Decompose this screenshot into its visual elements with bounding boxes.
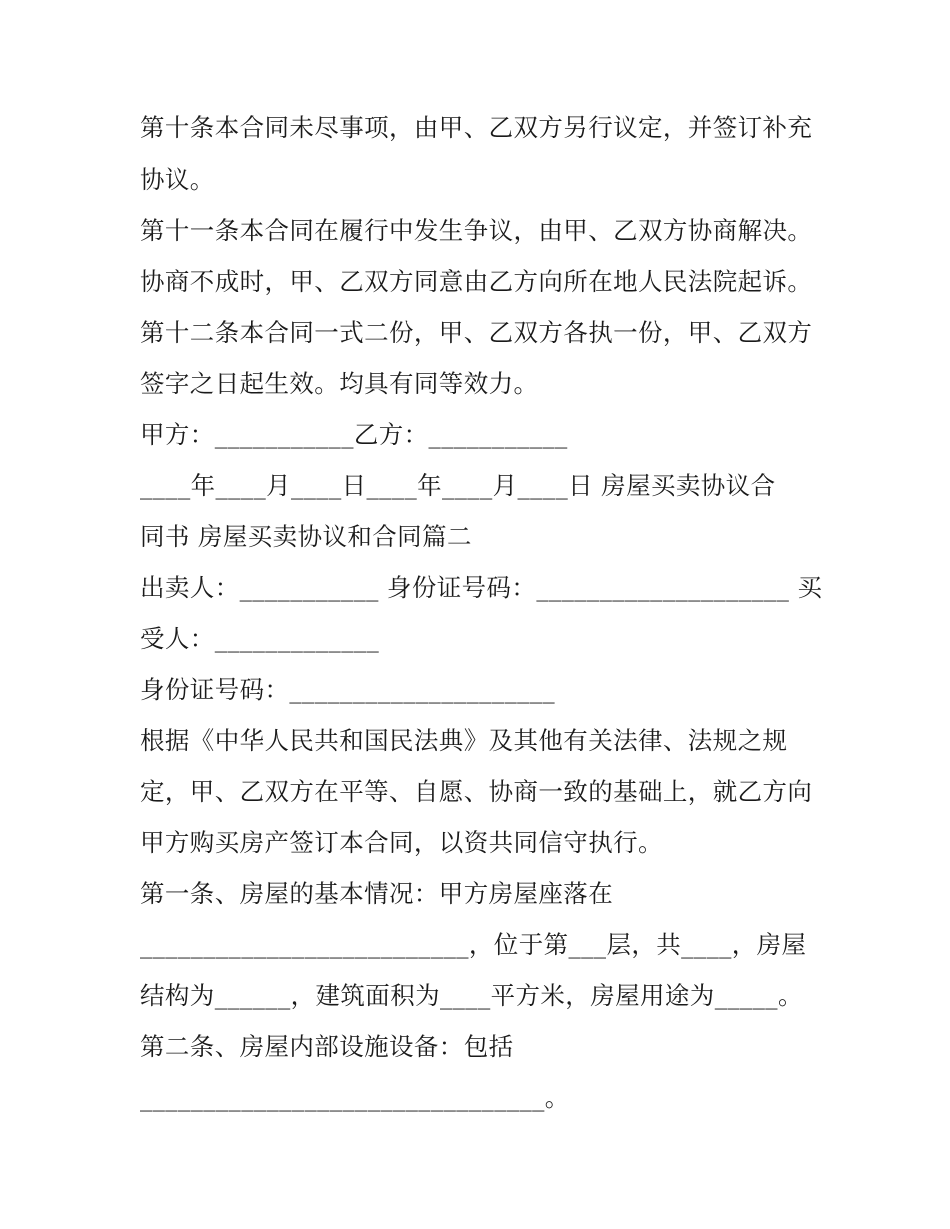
clause-line: 结构为______，建筑面积为____平方米，房屋用途为_____。 bbox=[140, 981, 803, 1010]
text-line: 定，甲、乙双方在平等、自愿、协商一致的基础上，就乙方向 bbox=[140, 777, 813, 806]
text-line: 协商不成时，甲、乙双方同意由乙方向所在地人民法院起诉。 bbox=[140, 267, 813, 296]
seller-line: 出卖人：___________ 身份证号码：____________________ 买 bbox=[140, 573, 823, 602]
clause-line: __________________________，位于第___层，共____，房屋 bbox=[140, 930, 807, 959]
clause-line: 第二条、房屋内部设施设备：包括 bbox=[140, 1032, 514, 1061]
text-line: 根据《中华人民共和国民法典》及其他有关法律、法规之规 bbox=[140, 726, 788, 755]
clause-line: ________________________________。 bbox=[140, 1083, 570, 1112]
signature-line: 甲方：___________乙方：___________ bbox=[140, 420, 568, 449]
section-title: 同书 房屋买卖协议和合同篇二 bbox=[140, 522, 472, 551]
text-line: 第十一条本合同在履行中发生争议，由甲、乙双方协商解决。 bbox=[140, 216, 813, 245]
text-line: 第十条本合同未尽事项，由甲、乙双方另行议定，并签订补充 bbox=[140, 113, 813, 142]
date-line: ____年____月____日____年____月____日 房屋买卖协议合 bbox=[140, 471, 776, 500]
text-line: 甲方购买房产签订本合同，以资共同信守执行。 bbox=[140, 828, 663, 857]
text-line: 签字之日起生效。均具有同等效力。 bbox=[140, 369, 539, 398]
id-number-line: 身份证号码：_____________________ bbox=[140, 675, 556, 704]
clause-line: 第一条、房屋的基本情况：甲方房屋座落在 bbox=[140, 879, 614, 908]
buyer-line: 受人：_____________ bbox=[140, 624, 380, 653]
text-line: 协议。 bbox=[140, 165, 215, 194]
text-line: 第十二条本合同一式二份，甲、乙双方各执一份，甲、乙双方 bbox=[140, 318, 813, 347]
